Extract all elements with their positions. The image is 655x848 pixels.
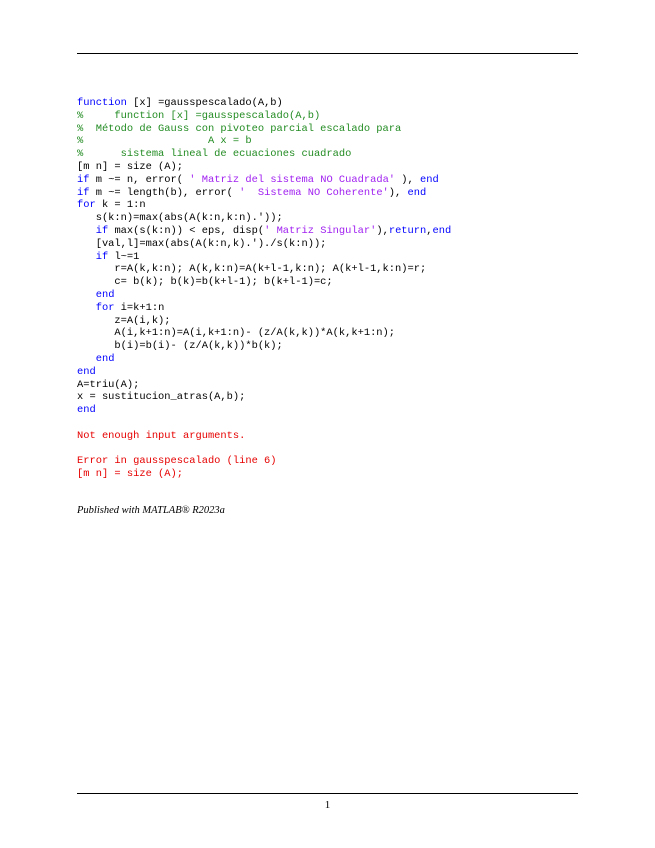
- code-token: end: [420, 173, 439, 186]
- code-line: [77, 110, 451, 123]
- code-token: % sistema lineal de ecuaciones cuadrado: [77, 148, 352, 161]
- code-token: ),: [376, 224, 389, 237]
- code-line: [77, 302, 451, 315]
- code-line: [77, 379, 451, 392]
- code-line: [77, 97, 451, 110]
- header-rule: [77, 53, 578, 54]
- page-number: 1: [324, 799, 331, 811]
- code-token: for: [95, 301, 115, 314]
- code-token: ),: [388, 186, 408, 199]
- code-line: [77, 430, 451, 443]
- code-token: ' Sistema NO Coherente': [239, 186, 389, 199]
- code-token: Error in gausspescalado (line 6): [77, 455, 277, 468]
- published-footer: Published with MATLAB® R2023a: [77, 505, 225, 516]
- code-line: [77, 353, 451, 366]
- code-token: end: [95, 352, 115, 365]
- code-token: b(i)=b(i)- (z/A(k,k))*b(k);: [77, 340, 283, 353]
- code-line: [77, 455, 451, 468]
- code-token: % Método de Gauss con pivoteo parcial escalado para: [77, 122, 402, 135]
- code-token: max(s(k:n)) < eps, disp(: [108, 224, 265, 237]
- code-token: z=A(i,k);: [77, 314, 171, 327]
- code-line: [77, 404, 451, 417]
- code-token: for: [77, 199, 96, 212]
- code-token: [77, 353, 96, 365]
- code-token: if: [77, 186, 90, 199]
- code-token: ' Matriz Singular': [264, 224, 377, 237]
- code-token: ,: [426, 224, 433, 237]
- code-line: [77, 123, 451, 136]
- code-token: [m n] = size (A);: [77, 160, 184, 173]
- code-line: [77, 263, 451, 276]
- code-line: [77, 187, 451, 200]
- code-token: m ~= n, error(: [89, 173, 190, 186]
- code-token: end: [95, 288, 115, 301]
- code-line: [77, 212, 451, 225]
- code-line: [77, 225, 451, 238]
- code-token: i=k+1:n: [114, 301, 165, 314]
- code-line: [77, 391, 451, 404]
- code-token: l~=1: [108, 250, 140, 263]
- code-line: [77, 174, 451, 187]
- code-line: [77, 199, 451, 212]
- blank-line: [77, 443, 451, 456]
- footer-rule: [77, 793, 578, 794]
- code-line: [77, 251, 451, 264]
- code-token: end: [407, 186, 427, 199]
- code-token: end: [432, 224, 452, 237]
- code-line: [77, 289, 451, 302]
- code-line: [77, 468, 451, 481]
- code-token: k = 1:n: [95, 199, 146, 212]
- code-line: [77, 327, 451, 340]
- code-token: [77, 302, 96, 314]
- code-token: A=triu(A);: [77, 378, 140, 391]
- code-token: end: [77, 365, 96, 378]
- code-token: if: [95, 250, 109, 263]
- code-token: ' Matriz del sistema NO Cuadrada': [189, 173, 396, 186]
- code-line: [77, 340, 451, 353]
- code-token: if: [77, 173, 90, 186]
- blank-line: [77, 417, 451, 430]
- code-token: x = sustitucion_atras(A,b);: [77, 391, 246, 404]
- code-token: [x] =gausspescalado(A,b): [126, 97, 283, 109]
- code-line: [77, 161, 451, 174]
- code-token: ),: [395, 173, 420, 186]
- code-token: c= b(k); b(k)=b(k+l-1); b(k+l-1)=c;: [77, 276, 333, 289]
- code-token: [val,l]=max(abs(A(k:n,k).')./s(k:n));: [77, 237, 327, 250]
- code-token: s(k:n)=max(abs(A(k:n,k:n).'));: [77, 212, 283, 225]
- code-line: [77, 366, 451, 379]
- code-token: [77, 251, 96, 263]
- code-token: return: [388, 224, 427, 237]
- code-listing: [77, 97, 451, 481]
- code-line: [77, 148, 451, 161]
- code-token: r=A(k,k:n); A(k,k:n)=A(k+l-1,k:n); A(k+l-1,k:n)=r;: [77, 263, 427, 276]
- code-line: [77, 276, 451, 289]
- code-line: [77, 315, 451, 328]
- code-token: Not enough input arguments.: [77, 429, 246, 442]
- code-token: [m n] = size (A);: [77, 468, 184, 481]
- code-token: % function [x] =gausspescalado(A,b): [77, 109, 321, 122]
- code-line: [77, 238, 451, 251]
- code-token: % A x = b: [77, 135, 252, 148]
- code-token: [77, 289, 96, 301]
- code-token: A(i,k+1:n)=A(i,k+1:n)- (z/A(k,k))*A(k,k+1:n);: [77, 327, 396, 340]
- code-token: m ~= length(b), error(: [89, 186, 240, 199]
- code-token: if: [95, 224, 109, 237]
- code-token: function: [77, 97, 127, 109]
- code-line: [77, 135, 451, 148]
- code-token: end: [77, 404, 96, 417]
- code-token: [77, 225, 96, 237]
